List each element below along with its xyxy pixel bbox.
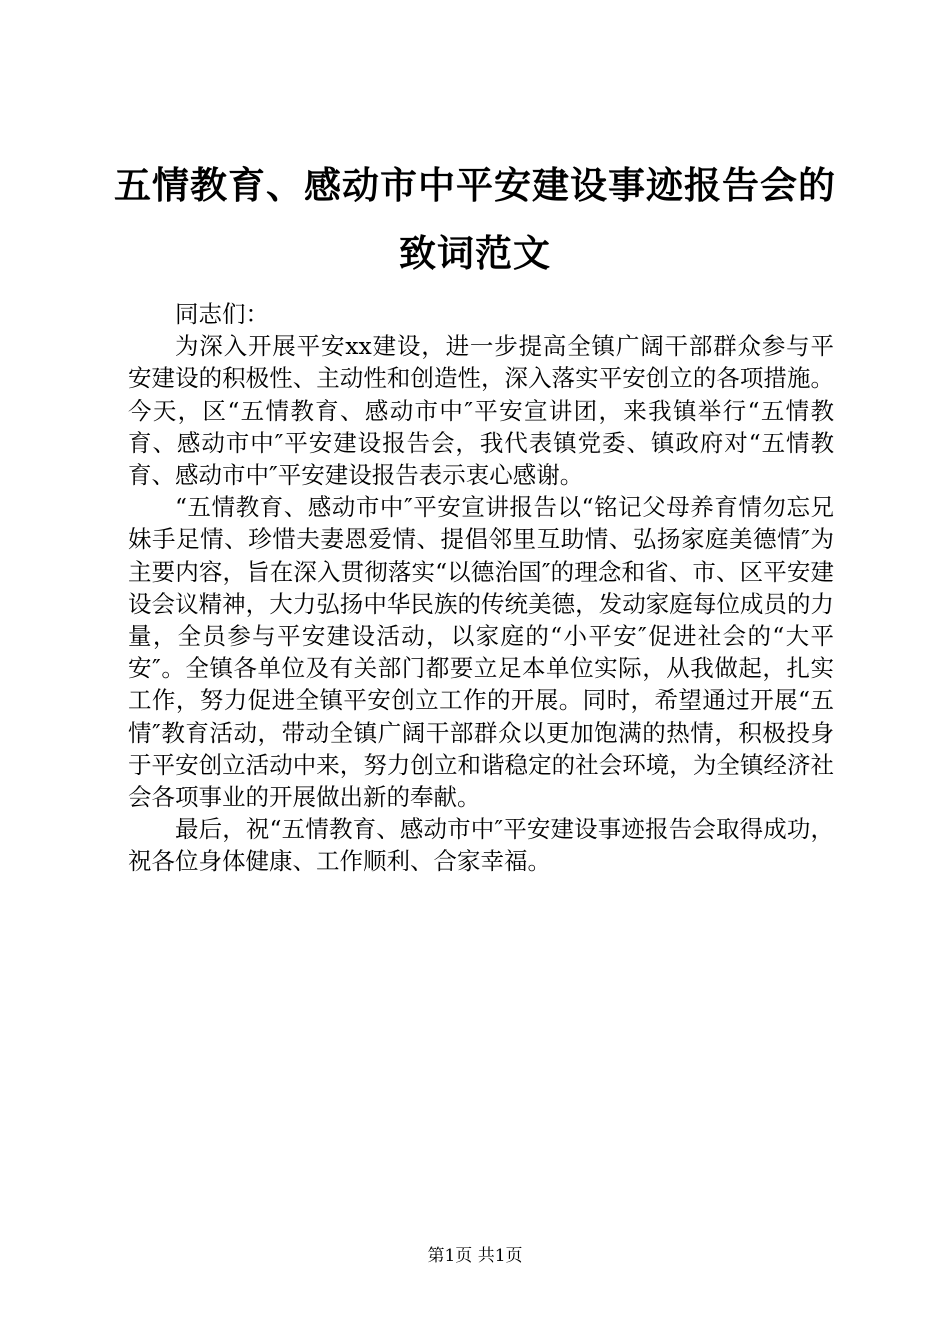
paragraph-2: “五情教育、感动市中″平安宣讲报告以“铭记父母养育情勿忘兄妹手足情、珍惜夫妻恩爱情、提倡邻里互助情、弘扬家庭美德情″为主要内容，旨在深入贯彻落实“以德治国″的理念和省、市、区平安建设会议精神，大力弘扬中华民族的传统美德，发动家庭每位成员的力量，全员参与平安建设活动，以家庭的“小平安″促进社会的“大平安″。全镇各单位及有关部门都要立足本单位实际，从我做起，扎实工作，努力促进全镇平安创立工作的开展。同时，希望通过开展“五情″教育活动，带动全镇广阔干部群众以更加饱满的热情，积极投身于平安创立活动中来，努力创立和谐稳定的社会环境，为全镇经济社会各项事业的开展做出新的奉献。 — [128, 493, 834, 812]
paragraph-3: 最后，祝“五情教育、感动市中″平安建设事迹报告会取得成功，祝各位身体健康、工作顺利、合家幸福。 — [128, 815, 834, 876]
page-footer — [0, 1244, 950, 1268]
page-number: 第1页 — [427, 1246, 473, 1266]
document-body — [128, 298, 834, 878]
salutation: 同志们： — [175, 300, 269, 328]
paragraph-1: 为深入开展平安xx建设，进一步提高全镇广阔干部群众参与平安建设的积极性、主动性和创造性，深入落实平安创立的各项措施。今天，区“五情教育、感动市中″平安宣讲团，来我镇举行“五情教育、感动市中″平安建设报告会，我代表镇党委、镇政府对“五情教育、感动市中″平安建设报告表示衷心感谢。 — [128, 332, 834, 490]
page-total: 共1页 — [477, 1246, 523, 1266]
document-title: 五情教育、感动市中平安建设事迹报告会的致词范文 — [114, 164, 836, 275]
